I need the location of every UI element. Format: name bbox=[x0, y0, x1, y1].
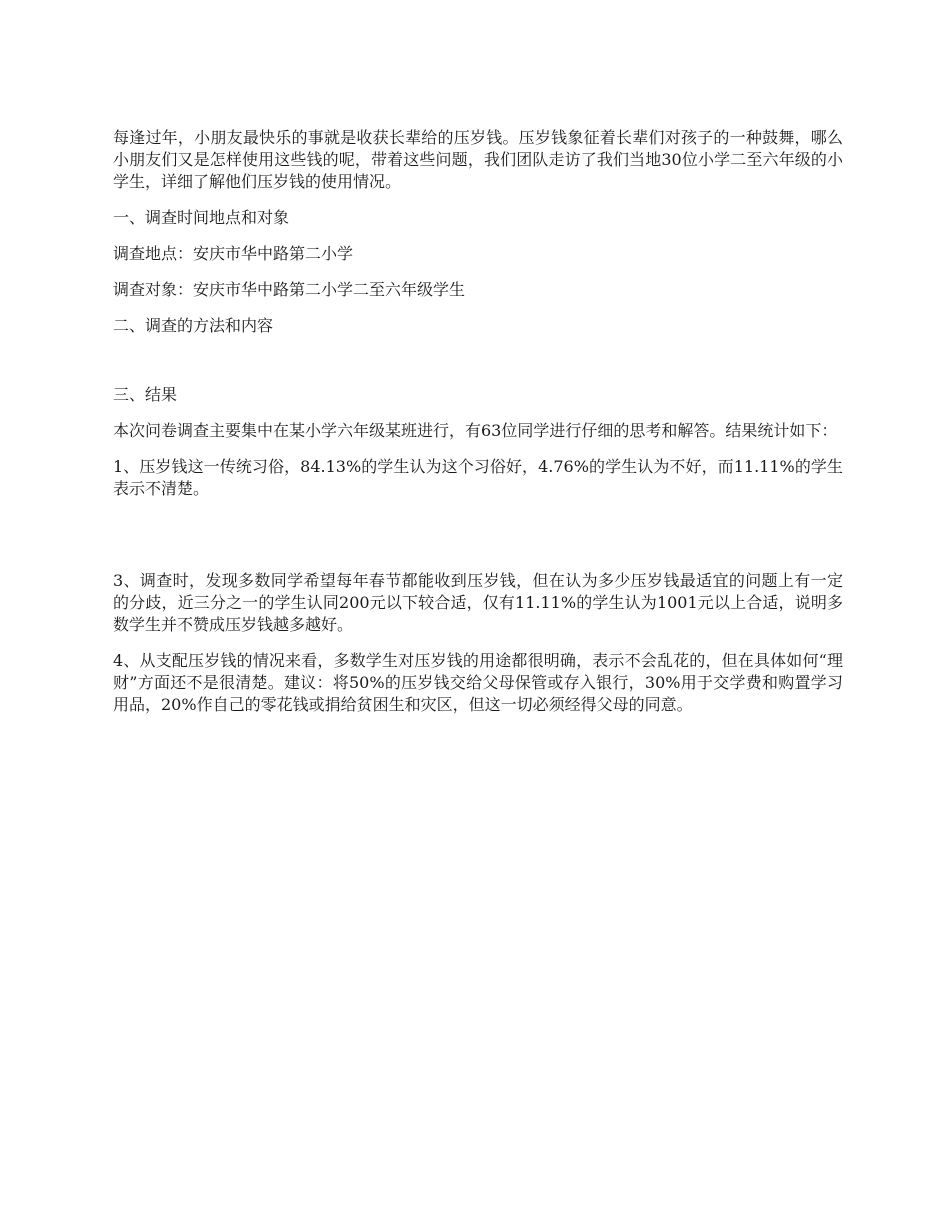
document-body bbox=[113, 127, 843, 716]
section-heading-3: 三、结果 bbox=[113, 385, 178, 404]
survey-subjects: 调查对象：安庆市华中路第二小学二至六年级学生 bbox=[113, 280, 466, 299]
result-item-1: 1、压岁钱这一传统习俗，84.13%的学生认为这个习俗好，4.76%的学生认为不好，而11.11%的学生表示不清楚。 bbox=[113, 457, 843, 498]
result-item-4: 4、从支配压岁钱的情况来看，多数学生对压岁钱的用途都很明确，表示不会乱花的，但在具体如何“理财”方面还不是很清楚。建议：将50%的压岁钱交给父母保管或存入银行，30%用于交学费和购置学习用品，20%作自己的零花钱或捐给贫困生和灾区，但这一切必须经得父母的同意。 bbox=[113, 651, 843, 714]
result-item-3: 3、调查时，发现多数同学希望每年春节都能收到压岁钱，但在认为多少压岁钱最适宜的问题上有一定的分歧，近三分之一的学生认同200元以下较合适，仅有11.11%的学生认为1001元以上合适，说明多数学生并不赞成压岁钱越多越好。 bbox=[113, 571, 843, 634]
section-heading-1: 一、调查时间地点和对象 bbox=[113, 208, 290, 227]
section-heading-2: 二、调查的方法和内容 bbox=[113, 316, 274, 335]
results-intro-paragraph: 本次问卷调查主要集中在某小学六年级某班进行，有63位同学进行仔细的思考和解答。结果统计如下： bbox=[113, 421, 838, 440]
intro-paragraph: 每逢过年，小朋友最快乐的事就是收获长辈给的压岁钱。压岁钱象征着长辈们对孩子的一种鼓舞，哪么小朋友们又是怎样使用这些钱的呢，带着这些问题，我们团队走访了我们当地30位小学二至六年级的小学生，详细了解他们压岁钱的使用情况。 bbox=[113, 128, 843, 191]
survey-location: 调查地点：安庆市华中路第二小学 bbox=[113, 244, 354, 263]
